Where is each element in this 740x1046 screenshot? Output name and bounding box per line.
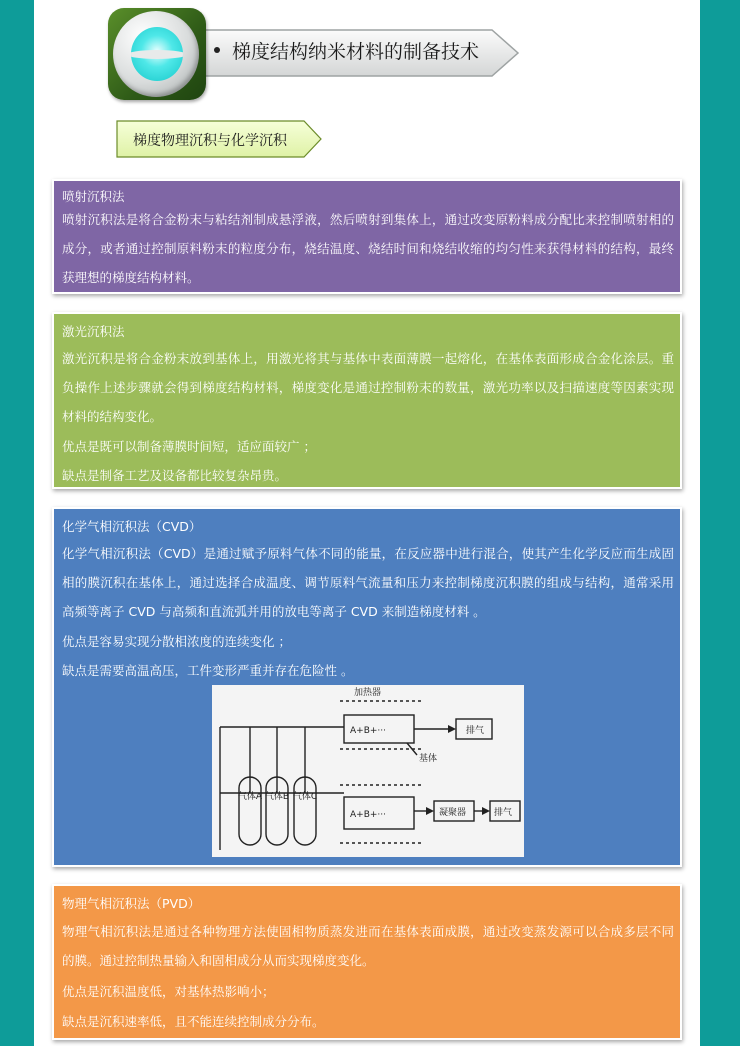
- section-laser-deposition: [52, 312, 682, 489]
- gas-label-c: 气体C: [292, 792, 318, 802]
- section-pros: 优点是既可以制备薄膜时间短，适应面较广 ；: [62, 439, 316, 454]
- exhaust-label-top: 排气: [466, 726, 485, 736]
- section-heading: 物理气相沉积法（PVD）: [62, 896, 201, 911]
- heater-label: 加热器: [354, 688, 382, 698]
- section-pros: 优点是容易实现分散相浓度的连续变化 ；: [62, 634, 291, 649]
- section-paragraph: 物理气相沉积法是通过各种物理方法使固相物质蒸发进而在基体表面成膜，通过改变蒸发源可以合成多层不同的膜。通过控制热量输入和固相成分从而实现梯度变化。: [62, 924, 674, 968]
- right-border-band: [700, 0, 740, 1046]
- section-pros: 优点是沉积温度低，对基体热影响小；: [62, 984, 275, 999]
- exhaust-label-bottom: 排气: [494, 808, 513, 818]
- gas-label-b: 气体B: [264, 792, 290, 802]
- section-heading: 激光沉积法: [62, 324, 125, 339]
- section-cons: 缺点是沉积速率低，且不能连续控制成分分布。: [62, 1014, 325, 1029]
- logo-core: [131, 27, 183, 81]
- bottom-reactor-label: A+B+···: [350, 810, 386, 820]
- section-cons: 缺点是制备工艺及设备都比较复杂昂贵。: [62, 468, 288, 483]
- section-heading: 喷射沉积法: [62, 189, 125, 204]
- left-border-band: [0, 0, 34, 1046]
- logo-ring: [113, 11, 199, 97]
- page-title: 梯度结构纳米材料的制备技术: [232, 41, 480, 63]
- section-heading: 化学气相沉积法（CVD）: [62, 519, 202, 534]
- cvd-apparatus-diagram: [212, 685, 524, 857]
- section-spray-deposition: [52, 179, 682, 294]
- section-pvd: [52, 884, 682, 1040]
- title-bullet: [214, 47, 220, 53]
- gas-label-a: 气体A: [237, 792, 263, 802]
- condenser-label: 凝聚器: [439, 808, 467, 818]
- section-paragraph: 化学气相沉积法（CVD）是通过赋予原料气体不同的能量，在反应器中进行混合，使其产生化学反应而生成固相的膜沉积在基体上，通过选择合成温度、调节原料气流量和压力来控制梯度沉积膜的组成与结构，通常采用高频等离子 CVD 与高频和直流弧并用的放电等离子 CVD 来制造梯度材料 。: [62, 546, 674, 619]
- logo: [108, 8, 206, 100]
- page-subtitle: 梯度物理沉积与化学沉积: [133, 133, 287, 149]
- top-reactor-label: A+B+···: [350, 726, 386, 736]
- section-paragraph: 激光沉积是将合金粉末放到基体上，用激光将其与基体中表面薄膜一起熔化，在基体表面形成合金化涂层。重负操作上述步骤就会得到梯度结构材料，梯度变化是通过控制粉末的数量，激光功率以及扫描速度等因素实现材料的结构变化。: [62, 351, 674, 424]
- section-cvd: [52, 507, 682, 867]
- section-paragraph: 喷射沉积法是将合金粉末与粘结剂制成悬浮液，然后喷射到集体上，通过改变原粉料成分配比来控制喷射相的成分，或者通过控制原料粉末的粒度分布，烧结温度、烧结时间和烧结收缩的均匀性来获得材料的结构，最终获理想的梯度结构材料。: [62, 212, 674, 285]
- substrate-label: 基体: [419, 754, 438, 764]
- section-cons: 缺点是需要高温高压，工件变形严重并存在危险性 。: [62, 663, 354, 678]
